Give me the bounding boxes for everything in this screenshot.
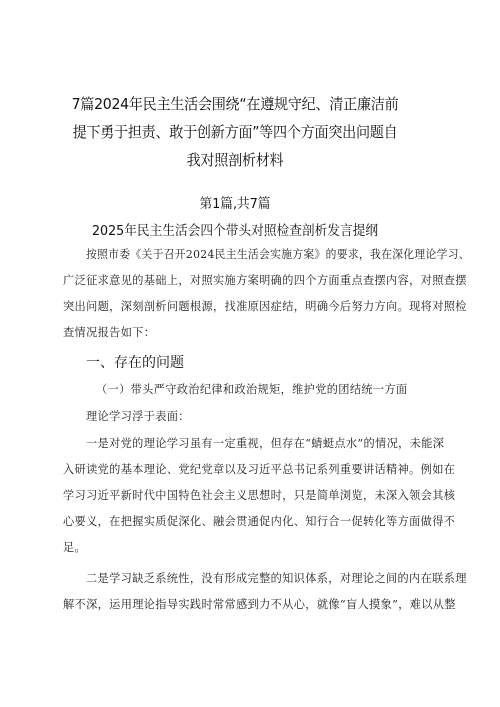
document-title-line-3: 我对照剖析材料: [186, 151, 284, 169]
subheading-theory-study: 理论学习浮于表面：: [86, 410, 190, 423]
document-title-line-2: 提下勇于担责、敢于创新方面”等四个方面突出问题自: [72, 123, 398, 141]
document-title-line-1: 7篇2024年民主生活会围绕“在遵规守纪、清正廉洁前: [71, 95, 399, 113]
para1-line-2: 入研读党的基本理论、党纪党章以及习近平总书记系列重要讲话精神。例如在: [63, 463, 456, 476]
subheading-political-discipline: （一）带头严守政治纪律和政治规矩，维护党的团结统一方面: [96, 383, 408, 396]
doc-title: 2025年民主生活会四个带头对照检查剖析发言提纲: [91, 223, 379, 239]
heading-problems: 一、存在的问题: [86, 355, 184, 371]
para1-line-5: 足。: [63, 541, 87, 554]
para1-line-3: 学习习近平新时代中国特色社会主义思想时，只是简单浏览，未深入领会其核: [63, 489, 456, 502]
para2-line-1: 二是学习缺乏系统性，没有形成完整的知识体系，对理论之间的内在联系理: [86, 572, 467, 585]
intro-line-2: 广泛征求意见的基础上，对照实施方案明确的四个方面重点查摆内容，对照查摆: [63, 274, 467, 287]
section-label: 第1篇,共7篇: [199, 196, 271, 212]
para2-line-2: 解不深，运用理论指导实践时常常感到力不从心，就像“盲人摸象”，难以从整: [63, 598, 456, 611]
para1-line-1: 一是对党的理论学习虽有一定重视，但存在“蜻蜓点水”的情况，未能深: [86, 437, 445, 450]
para1-line-4: 心要义，在把握实质促深化、融会贯通促内化、知行合一促转化等方面做得不: [63, 515, 456, 528]
intro-line-4: 查情况报告如下：: [63, 326, 156, 339]
intro-line-1: 按照市委《关于召开2024民主生活会实施方案》的要求，我在深化理论学习、: [86, 248, 470, 261]
intro-line-3: 突出问题，深刻剖析问题根源，找准原因症结，明确今后努力方向。现将对照检: [63, 300, 467, 313]
